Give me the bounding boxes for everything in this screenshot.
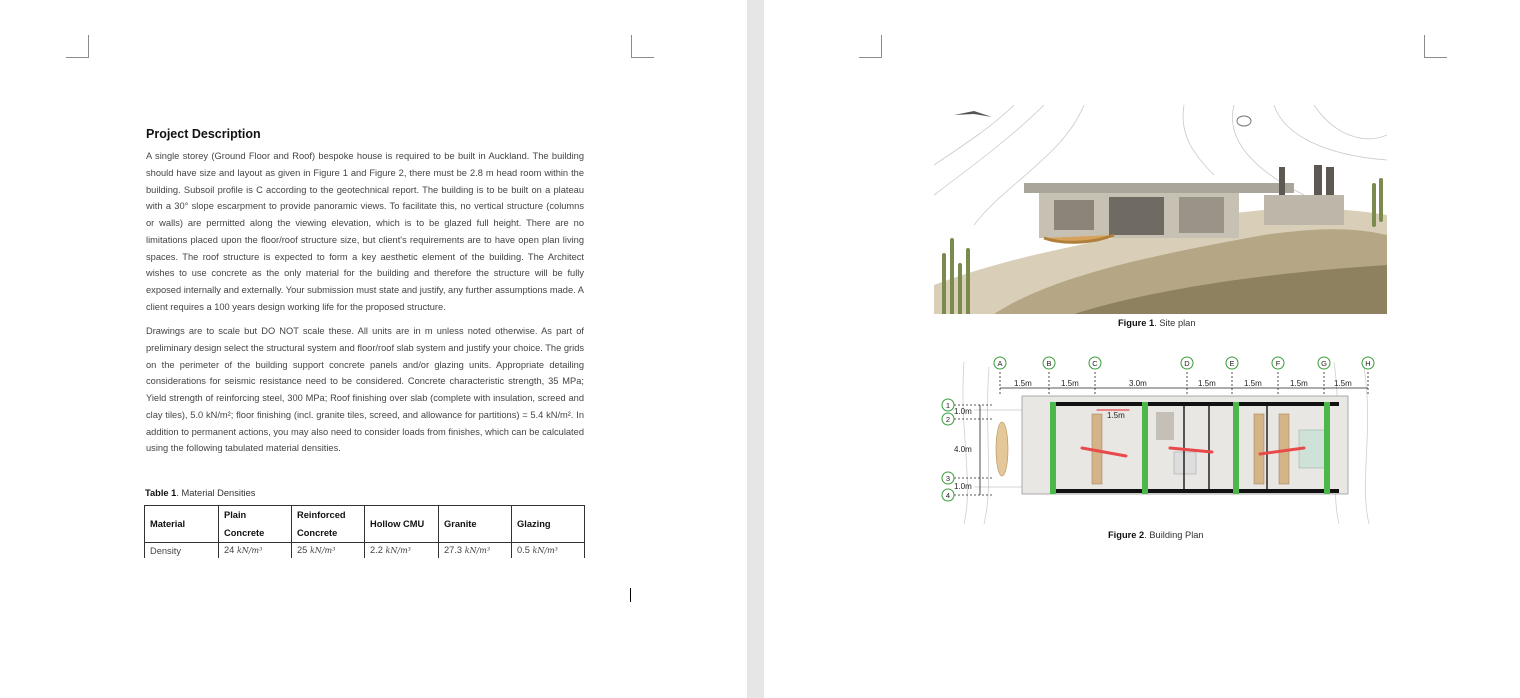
grid-bubble-label: B <box>1046 359 1052 368</box>
dimension-label: 1.5m <box>1107 411 1125 420</box>
crop-mark <box>66 35 89 58</box>
grid-bubble-label: H <box>1365 359 1371 368</box>
table-cell: 2.2 kN/m³ <box>365 543 439 559</box>
grid-bubble-label: 2 <box>945 415 951 424</box>
table-caption: Table 1. Material Densities <box>145 488 256 498</box>
table-row <box>145 543 585 559</box>
paragraph[interactable]: A single storey (Ground Floor and Roof) bespoke house is required to be built in Auckland. The building should have size and layout as given in Figure 1 and Figure 2, there must be 2.8 m head room within the building. Subsoil profile is C according to the geotechnical report. The building is to be built on a plateau with a 30° slope escarpment to provide panoramic views. To facilitate this, no vertical structure (columns or walls) are permitted along the viewing elevation, which is to be glazed full height. There are no limitations placed upon the floor/roof structure size, but client's requirements are to have open plan living spaces. The roof structure is expected to form a key aesthetic element of the building. The Architect wishes to use concrete as the only material for the building and therefore the structure will be fully exposed internally and externally. Your submission must state and justify, any further assumptions made. A client requires a 100 years design working life for the proposed structure. <box>146 151 584 312</box>
table-header: Reinforced Concrete <box>292 506 365 543</box>
dimension-label: 1.0m <box>954 482 972 491</box>
section-heading: Project Description <box>146 127 261 141</box>
crop-mark <box>1424 35 1447 58</box>
table-cell: 24 kN/m³ <box>219 543 292 559</box>
paragraph[interactable]: Drawings are to scale but DO NOT scale these. All units are in m unless noted otherwise. As part of preliminary design select the structural system and floor/roof slab system and justify your choice. The grids on the perimeter of the building support concrete panels and/or glazing units. Appropriate detailing considerations for seismic resistance need to be considered. Concrete characteristic strength, 35 MPa; Yield strength of reinforcing steel, 300 MPa; Roof finishing over slab (complete with insulation, screed and clay tiles), 5.0 kN/m²; floor finishing (incl. granite tiles, screed, and allowance for partitions) = 5.4 kN/m². In addition to permanent actions, you may also need to consider loads from finishes, which can be calculated using the following tabulated material densities. <box>146 326 585 454</box>
table-header: Material <box>145 506 219 543</box>
dimension-label: 1.5m <box>1244 379 1262 388</box>
dimension-label: 3.0m <box>1129 379 1147 388</box>
crop-mark <box>631 35 654 58</box>
table-cell: Density <box>145 543 219 559</box>
dimension-label: 1.0m <box>954 407 972 416</box>
dimension-label: 1.5m <box>1290 379 1308 388</box>
document-page-2 <box>764 0 1520 698</box>
grid-bubble-label: 4 <box>945 491 951 500</box>
table-header-row <box>145 506 585 543</box>
figure-caption: Figure 1. Site plan <box>1118 318 1196 328</box>
grid-bubble-label: G <box>1321 359 1327 368</box>
site-plan-image[interactable] <box>934 105 1387 314</box>
table-cell: 27.3 kN/m³ <box>439 543 512 559</box>
material-density-table <box>144 505 585 558</box>
dimension-label: 1.5m <box>1198 379 1216 388</box>
table-cell: 25 kN/m³ <box>292 543 365 559</box>
grid-bubble-label: D <box>1184 359 1190 368</box>
text-cursor <box>630 588 631 602</box>
table-cell: 0.5 kN/m³ <box>512 543 585 559</box>
figure-caption: Figure 2. Building Plan <box>1108 530 1204 540</box>
table-header: Plain Concrete <box>219 506 292 543</box>
grid-bubble-label: C <box>1092 359 1098 368</box>
document-page-1 <box>0 0 747 698</box>
grid-bubble-label: F <box>1275 359 1281 368</box>
dimension-label: 1.5m <box>1014 379 1032 388</box>
dimension-label: 1.5m <box>1334 379 1352 388</box>
grid-bubble-label: 1 <box>945 401 951 410</box>
table-header: Granite <box>439 506 512 543</box>
building-plan-drawing[interactable] <box>934 352 1387 524</box>
grid-bubble-label: 3 <box>945 474 951 483</box>
dimension-label: 4.0m <box>954 445 972 454</box>
grid-bubble-label: A <box>997 359 1003 368</box>
grid-bubble-label: E <box>1229 359 1235 368</box>
dimension-label: 1.5m <box>1061 379 1079 388</box>
crop-mark <box>859 35 882 58</box>
table-header: Hollow CMU <box>365 506 439 543</box>
table-header: Glazing <box>512 506 585 543</box>
